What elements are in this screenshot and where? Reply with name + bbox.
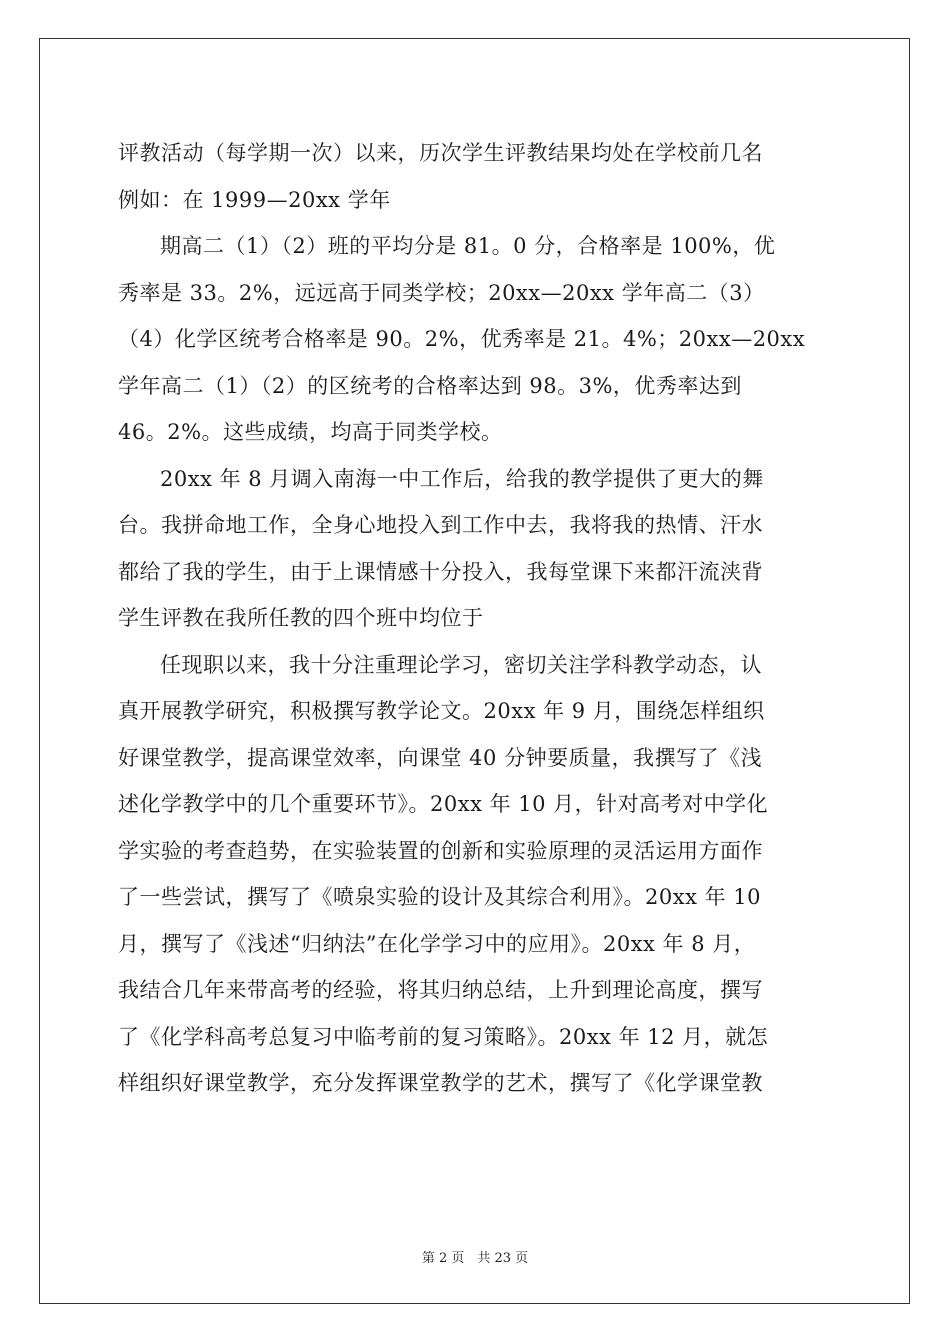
- text-line: 都给了我的学生，由于上课情感十分投入，我每堂课下来都汗流浃背: [118, 559, 763, 584]
- text-line: 学年高二（1）（2）的区统考的合格率达到 98。3%，优秀率达到: [118, 373, 742, 398]
- text-line: 样组织好课堂教学，充分发挥课堂教学的艺术，撰写了《化学课堂教: [118, 1071, 763, 1095]
- text-line: 台。我拼命地工作，全身心地投入到工作中去，我将我的热情、汗水: [118, 513, 763, 537]
- document-body: [118, 130, 838, 1107]
- text-line: 月，撰写了《浅述“归纳法”在化学学习中的应用》。20xx 年 8 月，: [118, 931, 756, 956]
- text-line: 期高二（1）（2）班的平均分是 81。0 分，合格率是 100%，优: [160, 234, 776, 258]
- text-line: 了《化学科高考总复习中临考前的复习策略》。20xx 年 12 月，就怎: [118, 1024, 769, 1049]
- text-line: 例如：在 1999—20xx 学年: [118, 187, 391, 212]
- text-line: 学生评教在我所任教的四个班中均位于: [118, 606, 484, 630]
- page-footer: 第 2 页 共 23 页: [421, 1251, 529, 1266]
- text-line: 46。2%。这些成绩，均高于同类学校。: [118, 420, 503, 444]
- text-line: 学实验的考查趋势，在实验装置的创新和实验原理的灵活运用方面作: [118, 838, 763, 863]
- text-line: 好课堂教学，提高课堂效率，向课堂 40 分钟要质量，我撰写了《浅: [118, 745, 763, 770]
- text-line: 评教活动（每学期一次）以来，历次学生评教结果均处在学校前几名: [118, 141, 763, 165]
- text-line: （4）化学区统考合格率是 90。2%，优秀率是 21。4%；20xx—20xx: [118, 327, 806, 351]
- text-line: 20xx 年 8 月调入南海一中工作后，给我的教学提供了更大的舞: [160, 466, 764, 491]
- text-line: 真开展教学研究，积极撰写教学论文。20xx 年 9 月，围绕怎样组织: [118, 699, 765, 723]
- text-line: 秀率是 33。2%，远远高于同类学校；20xx—20xx 学年高二（3）: [118, 280, 765, 305]
- text-line: 任现职以来，我十分注重理论学习，密切关注学科教学动态，认: [160, 652, 762, 677]
- text-line: 述化学教学中的几个重要环节》。20xx 年 10 月，针对高考对中学化: [118, 792, 769, 816]
- text-line: 我结合几年来带高考的经验，将其归纳总结，上升到理论高度，撰写: [118, 978, 763, 1002]
- text-line: 了一些尝试，撰写了《喷泉实验的设计及其综合利用》。20xx 年 10: [118, 885, 761, 909]
